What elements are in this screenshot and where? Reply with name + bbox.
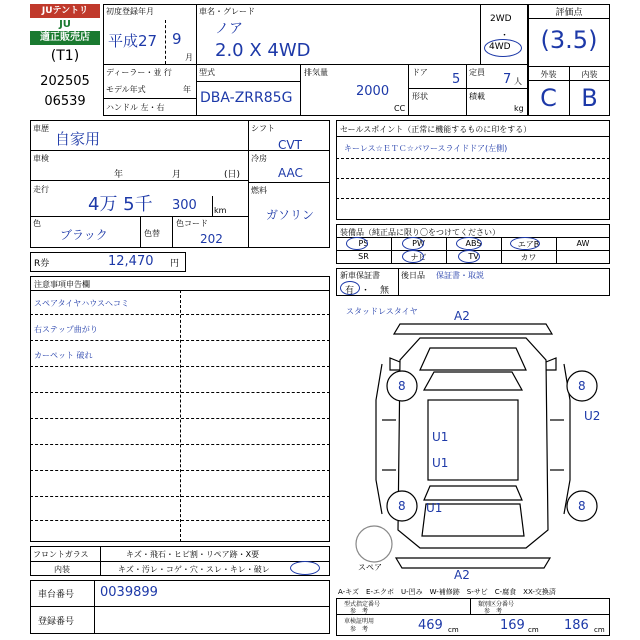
note-3: カーペット 破れ (34, 351, 93, 360)
interior-cond-value: キズ・汚レ・コゲ・穴・スレ・キレ・破レ (118, 565, 270, 574)
color-code-label: 色コード (176, 219, 208, 228)
car-diagram (336, 300, 610, 582)
dealer-name: 適正販売店 (30, 31, 100, 45)
later-label: 後日品 (401, 271, 425, 280)
first-reg-month-unit: 月 (185, 53, 193, 62)
chassis-value: 0039899 (100, 585, 158, 600)
use-value: 自家用 (55, 130, 101, 148)
cc-unit: CC (394, 104, 406, 113)
class-ref: 参 考 (484, 608, 503, 615)
exterior-grade: C (540, 84, 557, 112)
type-cert-label: 型式指定番号 (344, 601, 381, 608)
mark-left-side-2: U1 (432, 456, 449, 470)
capacity-label: 定員 (469, 68, 485, 77)
mark-tire-rear-right: 8 (578, 499, 586, 513)
selling-points-box (336, 120, 610, 220)
capacity-unit: 人 (514, 77, 522, 86)
warranty-no: 無 (380, 286, 390, 296)
interior-cond-label: 内装 (54, 565, 70, 574)
reg-label: 登録番号 (38, 617, 75, 627)
front-glass-value: キズ・飛石・ヒビ割・リペア跡・X要 (126, 550, 260, 559)
dealer-logo: JUテントリ (30, 4, 100, 18)
color-change-label: 色替 (144, 229, 160, 238)
capacity: 7 (503, 72, 512, 87)
color-value: ブラック (60, 228, 108, 242)
shift-value: CVT (278, 138, 302, 152)
displacement: 2000 (356, 84, 390, 99)
equip-airbag-circle (510, 237, 540, 250)
height-value: 186 (564, 618, 589, 633)
dealer-code: (T1) (50, 48, 80, 64)
first-reg-label: 初度登録年月 (106, 7, 154, 16)
width-value: 169 (500, 618, 525, 633)
car-grade: 2.0 X 4WD (215, 40, 311, 61)
inspection-label: 車検 (33, 154, 49, 163)
type-cert-ref: 参 考 (350, 608, 369, 615)
mark-front-bumper: A2 (454, 309, 470, 323)
later-value: 保証書・取説 (436, 271, 484, 280)
kg-unit: kg (514, 104, 524, 113)
dealer-number-1: 202505 (40, 74, 90, 89)
equip-abs-circle (456, 237, 482, 250)
length-unit: cm (448, 626, 459, 634)
dealer-box (30, 4, 100, 116)
km-unit: km (214, 206, 227, 215)
height-unit: cm (594, 626, 605, 634)
class-label: 類別区分番号 (478, 601, 515, 608)
model-year-unit: 年 (183, 85, 191, 94)
equip-ps: PS (358, 239, 369, 248)
mileage: 4万 5千 (88, 194, 153, 215)
equip-navi-circle (402, 250, 424, 263)
use-label: 車歴 (33, 124, 49, 133)
color-label: 色 (33, 219, 41, 228)
mark-tire-front-left: 8 (398, 379, 406, 393)
notes-label: 注意事項申告欄 (34, 280, 90, 289)
mark-tire-rear-left: 8 (398, 499, 406, 513)
rating-label: 評価点 (555, 8, 583, 18)
car-name: ノア (215, 21, 243, 37)
equip-abs: ABS (465, 239, 482, 248)
dealer-logo-sub: JU (59, 19, 71, 30)
chassis-label: 車台番号 (38, 590, 75, 600)
mileage-label: 走行 (33, 185, 49, 194)
drive-4wd: 4WD (489, 42, 511, 52)
front-glass-label: フロントガラス (33, 550, 89, 559)
warranty-yes-circle (340, 281, 360, 295)
fuel-value: ガソリン (266, 208, 315, 222)
mark-tire-front-right: 8 (578, 379, 586, 393)
mark-rear-bumper: A2 (454, 568, 470, 582)
first-reg-month: 9 (172, 30, 182, 48)
interior-tear-circle (290, 561, 320, 575)
equip-sr: SR (358, 252, 369, 261)
damage-legend: A-キズ E-エクボ U-凹み W-補修跡 S-サビ C-腐食 XX-交換済 (338, 588, 556, 596)
interior-label: 内装 (581, 70, 598, 79)
model-year-label: モデル年式 (106, 85, 146, 94)
mileage-extra: 300 (172, 198, 197, 213)
equip-pw: PW (412, 239, 425, 248)
header-frame (103, 4, 528, 116)
fuel-label: 燃料 (251, 186, 267, 195)
rating-value: (3.5) (540, 26, 598, 54)
dealer-number-2: 06539 (44, 94, 86, 109)
aircon-value: AAC (278, 166, 303, 180)
drive-dot: ・ (500, 31, 510, 41)
drive-2wd: 2WD (490, 14, 512, 24)
equip-tv: TV (468, 252, 479, 261)
equip-leather: カワ (520, 253, 537, 262)
aircon-label: 冷房 (251, 154, 267, 163)
shift-label: シフト (251, 124, 275, 133)
equip-navi: ナビ (410, 253, 427, 262)
note-2: 右ステップ曲がり (34, 325, 98, 334)
length-value: 469 (418, 618, 443, 633)
exterior-label: 外装 (540, 70, 557, 79)
doors: 5 (452, 72, 461, 87)
doors-label: ドア (412, 68, 428, 77)
shape-label: 形状 (412, 92, 428, 101)
load-label: 積載 (469, 92, 485, 101)
spare-label: スペア (358, 563, 382, 572)
width-unit: cm (528, 626, 539, 634)
model-code: DBA-ZRR85G (200, 90, 293, 106)
inspection-month: 月 (172, 170, 182, 180)
equipment-label: 装備品（純正品に限り〇をつけてください） (340, 228, 500, 237)
selling-points-line1: キーレス☆ＥＴＣ☆パワースライドドア(左側) (344, 144, 508, 153)
equip-pw-circle (402, 237, 424, 250)
carname-label: 車名・グレード (199, 7, 255, 16)
inspection-day: (日) (224, 170, 241, 180)
equip-airbag: エアB (517, 240, 540, 249)
recycle-unit: 円 (170, 259, 180, 269)
recycle-value: 12,470 (108, 254, 154, 269)
equip-ps-circle (346, 237, 368, 250)
warranty-label: 新車保証書 (340, 271, 380, 280)
length-ref: 参 考 (350, 626, 369, 633)
recycle-label: R券 (34, 259, 50, 269)
warranty-sep: ・ (361, 286, 371, 296)
color-code: 202 (200, 232, 223, 246)
interior-grade: B (581, 84, 598, 112)
note-1: スペアタイヤハウスヘコミ (34, 299, 130, 308)
displacement-label: 排気量 (304, 68, 328, 77)
handle-label: ハンドル 左・右 (106, 103, 165, 112)
studless-label: スタッドレスタイヤ (346, 307, 418, 316)
dealer-import-label: ディーラー・並 行 (106, 68, 172, 77)
mark-left-side-1: U1 (432, 430, 449, 444)
warranty-yes: 有 (345, 286, 355, 296)
length-label: 車検証明用 (344, 618, 375, 625)
selling-points-label: セールスポイント（正常に機能するものに印をする） (340, 125, 532, 134)
inspection-year: 年 (114, 170, 124, 180)
equip-tv-circle (458, 250, 480, 263)
mark-left-rear: U1 (426, 501, 443, 515)
model-label: 型式 (199, 68, 215, 77)
first-reg-era: 平成27 (108, 32, 158, 50)
chassis-box (30, 580, 330, 634)
mark-right-step: U2 (584, 409, 601, 423)
equip-aw: AW (576, 239, 590, 248)
